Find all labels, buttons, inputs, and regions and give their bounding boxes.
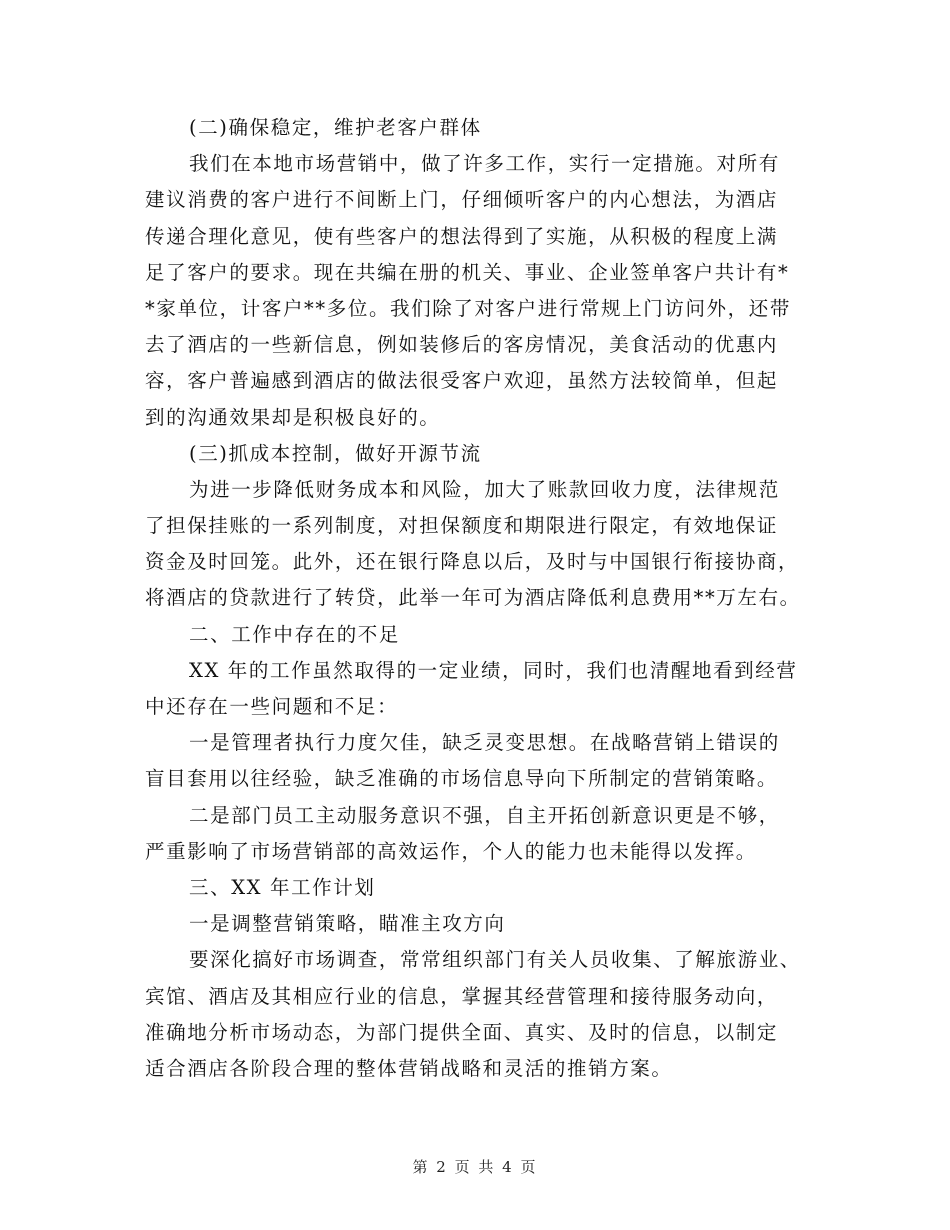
text-line: 二、工作中存在的不足 <box>189 622 401 646</box>
text-line: 传递合理化意见，使有些客户的想法得到了实施，从积极的程度上满 <box>145 224 779 248</box>
text-line: 资金及时回笼。此外，还在银行降息以后，及时与中国银行衔接协商， <box>145 550 800 574</box>
text-line: 一是管理者执行力度欠佳，缺乏灵变思想。在战略营销上错误的 <box>189 731 780 755</box>
text-line: 我们在本地市场营销中，做了许多工作，实行一定措施。对所有 <box>189 152 780 176</box>
document-body <box>145 110 810 1087</box>
text-line: 将酒店的贷款进行了转贷，此举一年可为酒店降低利息费用**万左右。 <box>145 586 801 610</box>
text-line: 了担保挂账的一系列制度，对担保额度和期限进行限定，有效地保证 <box>145 514 779 538</box>
text-line: 为进一步降低财务成本和风险，加大了账款回收力度，法律规范 <box>189 477 780 501</box>
text-line: 三、XX 年工作计划 <box>189 875 376 899</box>
text-line: 一是调整营销策略，瞄准主攻方向 <box>189 912 506 936</box>
text-line: (三)抓成本控制，做好开源节流 <box>189 441 482 465</box>
text-line: *家单位，计客户**多位。我们除了对客户进行常规上门访问外，还带 <box>145 296 791 320</box>
text-line: 中还存在一些问题和不足： <box>145 695 399 718</box>
text-line: 二是部门员工主动服务意识不强，自主开拓创新意识更是不够， <box>189 803 780 827</box>
text-line: 严重影响了市场营销部的高效运作，个人的能力也未能得以发挥。 <box>145 839 757 863</box>
text-line: 足了客户的要求。现在共编在册的机关、事业、企业签单客户共计有* <box>145 260 790 284</box>
text-line: 去了酒店的一些新信息，例如装修后的客房情况，美食活动的优惠内 <box>145 333 779 357</box>
text-line: 要深化搞好市场调查，常常组织部门有关人员收集、了解旅游业、 <box>189 948 801 972</box>
text-line: (二)确保稳定，维护老客户群体 <box>189 116 482 139</box>
text-line: 到的沟通效果却是积极良好的。 <box>145 405 441 429</box>
text-line: 盲目套用以往经验，缺乏准确的市场信息导向下所制定的营销策略。 <box>145 767 779 791</box>
text-line: XX 年的工作虽然取得的一定业绩，同时，我们也清醒地看到经营 <box>189 658 798 682</box>
text-line: 准确地分析市场动态，为部门提供全面、真实、及时的信息，以制定 <box>145 1020 779 1044</box>
text-line: 宾馆、酒店及其相应行业的信息，掌握其经营管理和接待服务动向， <box>145 984 779 1008</box>
text-line: 建议消费的客户进行不间断上门，仔细倾听客户的内心想法，为酒店 <box>145 188 779 212</box>
page-footer: 第 2 页 共 4 页 <box>412 1158 538 1176</box>
text-line: 容，客户普遍感到酒店的做法很受客户欢迎，虽然方法较简单，但起 <box>145 369 779 393</box>
text-line: 适合酒店各阶段合理的整体营销战略和灵活的推销方案。 <box>145 1056 673 1080</box>
